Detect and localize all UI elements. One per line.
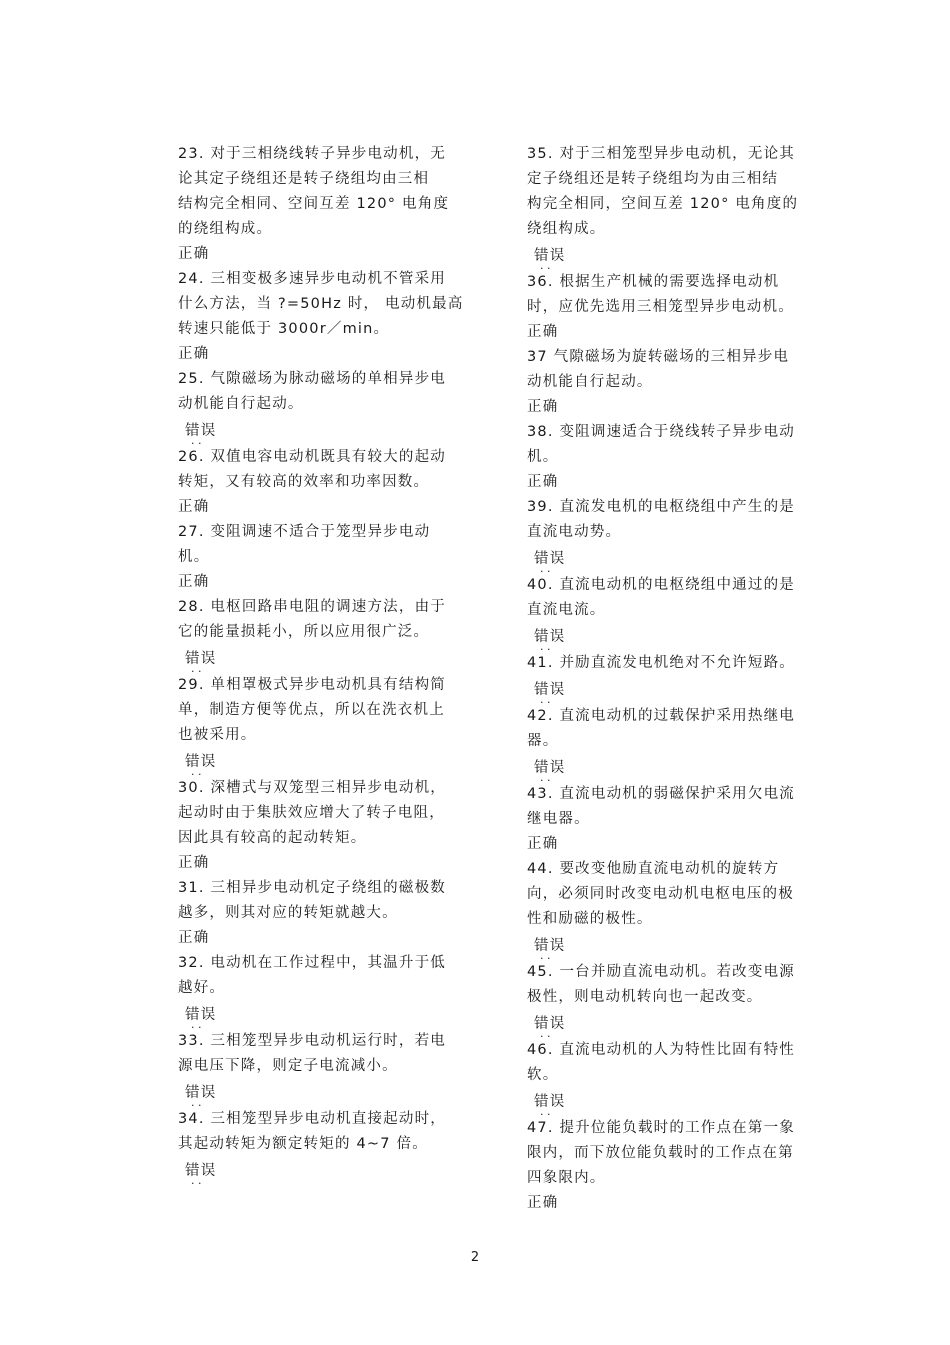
answer-text: 正确 bbox=[527, 324, 559, 340]
answer-emphasis: 错误 · · bbox=[534, 932, 565, 960]
answer-text: 正确 bbox=[527, 474, 559, 490]
answer-emphasis: 错误 · · bbox=[185, 1157, 216, 1185]
answer-text bbox=[527, 754, 817, 782]
question-text: 31. 三相异步电动机定子绕组的磁极数 越多，则其对应的转矩就越大。 bbox=[178, 880, 446, 921]
question-text: 28. 电枢回路串电阻的调速方法，由于 它的能量损耗小，所以应用很广泛。 bbox=[178, 599, 446, 640]
answer-text bbox=[527, 1088, 817, 1116]
answer-text bbox=[178, 1079, 468, 1107]
answer-text bbox=[527, 623, 817, 651]
answer-text: 正确 bbox=[178, 246, 210, 262]
answer-text bbox=[178, 1001, 468, 1029]
answer-emphasis: 错误 · · bbox=[534, 242, 565, 270]
question-text: 41. 并励直流发电机绝对不允许短路。 bbox=[527, 655, 795, 671]
answer-emphasis: 错误 · · bbox=[185, 1001, 216, 1029]
question-text: 32. 电动机在工作过程中，其温升于低 越好。 bbox=[178, 955, 446, 996]
answer-text bbox=[178, 748, 468, 776]
question-text: 39. 直流发电机的电枢绕组中产生的是 直流电动势。 bbox=[527, 499, 795, 540]
question-text: 44. 要改变他励直流电动机的旋转方 向，必须同时改变电动机电枢电压的极 性和励磁的极性。 bbox=[527, 861, 794, 927]
answer-text bbox=[527, 1010, 817, 1038]
question-text: 47. 提升位能负载时的工作点在第一象 限内，而下放位能负载时的工作点在第 四象限内。 bbox=[527, 1120, 795, 1186]
answer-emphasis: 错误 · · bbox=[185, 748, 216, 776]
answer-text: 正确 bbox=[178, 499, 210, 515]
answer-text bbox=[178, 417, 468, 445]
answer-text bbox=[527, 932, 817, 960]
question-text: 38. 变阻调速适合于绕线转子异步电动 机。 bbox=[527, 424, 795, 465]
question-text: 45. 一台并励直流电动机。若改变电源 极性，则电动机转向也一起改变。 bbox=[527, 964, 795, 1005]
answer-emphasis: 错误 · · bbox=[185, 417, 216, 445]
question-text: 46. 直流电动机的人为特性比固有特性 软。 bbox=[527, 1042, 795, 1083]
question-text: 24. 三相变极多速异步电动机不管采用 什么方法，当 ?=50Hz 时， 电动机最高 转速只能低于 3000r／min。 bbox=[178, 271, 464, 337]
answer-text bbox=[178, 1157, 468, 1185]
question-text: 23. 对于三相绕线转子异步电动机，无 论其定子绕组还是转子绕组均由三相 结构完全相同、空间互差 120° 电角度 的绕组构成。 bbox=[178, 146, 450, 237]
question-text: 37 气隙磁场为旋转磁场的三相异步电 动机能自行起动。 bbox=[527, 349, 790, 390]
question-text: 36. 根据生产机械的需要选择电动机 时，应优先选用三相笼型异步电动机。 bbox=[527, 274, 794, 315]
answer-text bbox=[527, 676, 817, 704]
answer-text: 正确 bbox=[527, 1195, 559, 1211]
answer-text: 正确 bbox=[527, 399, 559, 415]
left-column bbox=[178, 142, 468, 1185]
answer-emphasis: 错误 · · bbox=[185, 1079, 216, 1107]
answer-text: 正确 bbox=[178, 346, 210, 362]
answer-text: 正确 bbox=[178, 574, 210, 590]
question-text: 42. 直流电动机的过载保护采用热继电 器。 bbox=[527, 708, 795, 749]
answer-text: 正确 bbox=[178, 930, 210, 946]
answer-emphasis: 错误 · · bbox=[534, 545, 565, 573]
answer-emphasis: 错误 · · bbox=[534, 1088, 565, 1116]
question-text: 34. 三相笼型异步电动机直接起动时， 其起动转矩为额定转矩的 4~7 倍。 bbox=[178, 1111, 446, 1152]
question-text: 29. 单相罩极式异步电动机具有结构简 单，制造方便等优点，所以在洗衣机上 也被采用。 bbox=[178, 677, 446, 743]
question-text: 40. 直流电动机的电枢绕组中通过的是 直流电流。 bbox=[527, 577, 795, 618]
page-number: 2 bbox=[470, 1250, 480, 1265]
question-text: 43. 直流电动机的弱磁保护采用欠电流 继电器。 bbox=[527, 786, 795, 827]
answer-emphasis: 错误 · · bbox=[534, 676, 565, 704]
answer-emphasis: 错误 · · bbox=[534, 623, 565, 651]
answer-emphasis: 错误 · · bbox=[534, 754, 565, 782]
question-text: 30. 深槽式与双笼型三相异步电动机， 起动时由于集肤效应增大了转子电阻， 因此具有较高的起动转矩。 bbox=[178, 780, 446, 846]
right-column bbox=[527, 142, 817, 1216]
question-text: 33. 三相笼型异步电动机运行时，若电 源电压下降，则定子电流减小。 bbox=[178, 1033, 446, 1074]
answer-text: 正确 bbox=[527, 836, 559, 852]
answer-text bbox=[178, 645, 468, 673]
question-text: 27. 变阻调速不适合于笼型异步电动 机。 bbox=[178, 524, 431, 565]
answer-text bbox=[527, 545, 817, 573]
answer-emphasis: 错误 · · bbox=[185, 645, 216, 673]
question-text: 25. 气隙磁场为脉动磁场的单相异步电 动机能自行起动。 bbox=[178, 371, 446, 412]
question-text: 35. 对于三相笼型异步电动机，无论其 定子绕组还是转子绕组均为由三相结 构完全相同，空间互差 120° 电角度的 绕组构成。 bbox=[527, 146, 799, 237]
answer-text bbox=[527, 242, 817, 270]
answer-text: 正确 bbox=[178, 855, 210, 871]
answer-emphasis: 错误 · · bbox=[534, 1010, 565, 1038]
question-text: 26. 双值电容电动机既具有较大的起动 转矩，又有较高的效率和功率因数。 bbox=[178, 449, 446, 490]
